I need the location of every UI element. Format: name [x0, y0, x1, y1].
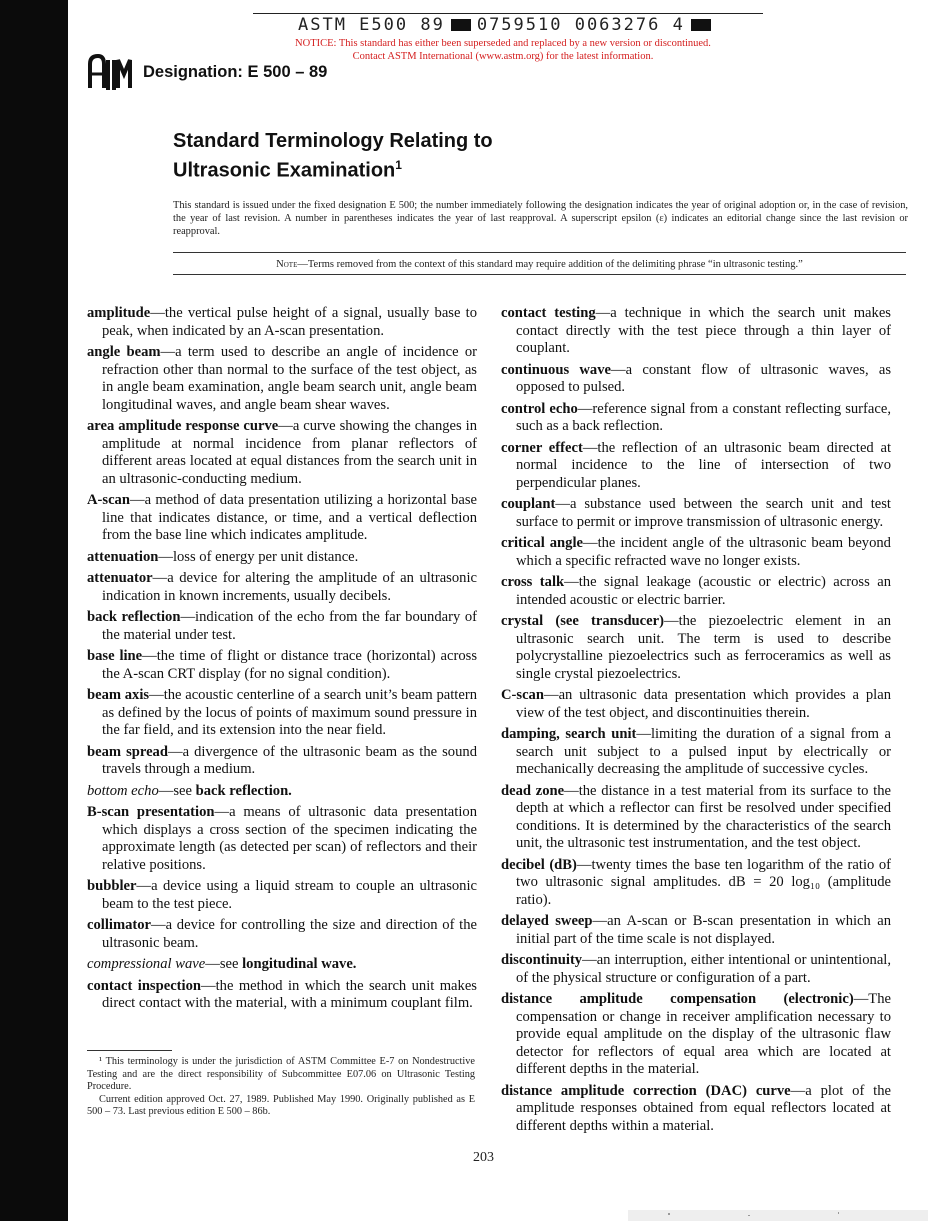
- glossary-entry: [501, 305, 891, 358]
- document-page: [68, 0, 950, 1221]
- entry-definition: —a plot of the amplitude responses obtained from equal reflectors located at different depths within a material.: [516, 1082, 891, 1134]
- glossary-entry: [501, 1083, 891, 1136]
- glossary-entry: [87, 305, 477, 340]
- note: [173, 259, 906, 270]
- entry-definition: —a means of ultrasonic data presentation which displays a cross section of the specimen indicating the approximate length (as detected per scan) of reflectors and their relative positions.: [102, 804, 477, 873]
- entry-term: B-scan presentation: [87, 804, 215, 820]
- entry-definition: —a constant flow of ultrasonic waves, as opposed to pulsed.: [516, 361, 892, 395]
- entry-definition: —the signal leakage (acoustic or electric) across an intended acoustic or electric barrier.: [516, 574, 892, 608]
- entry-term: couplant: [501, 496, 556, 512]
- entry-definition: —loss of energy per unit distance.: [158, 548, 359, 565]
- entry-definition: —a curve showing the changes in amplitude at normal incidence from planar reflectors of different areas located at equal distances from the search unit in an ultrasonic-conducting medium.: [102, 418, 477, 487]
- entry-definition: —the incident angle of the ultrasonic beam beyond which a specific refracted wave no longer exists.: [516, 535, 891, 569]
- entry-term: amplitude: [87, 305, 151, 321]
- entry-definition: —an interruption, either intentional or unintentional, of the physical structure or configuration of a part.: [516, 952, 891, 986]
- scan-noise: [628, 1200, 928, 1221]
- entry-definition: —the distance in a test material from its surface to the depth at which a reflector can first be resolved under specified conditions. It is determined by the characteristics of the search unit, the ultrasonic test instrumentation, and the test object.: [516, 782, 891, 851]
- entry-term: discontinuity: [501, 952, 583, 968]
- footnote-line-2: Current edition approved Oct. 27, 1989. Published May 1990. Originally published as E 500 – 73. Last previous edition E 500 – 86b.: [87, 1093, 475, 1117]
- entry-definition: —a technique in which the search unit makes contact directly with the test piece through a thin layer of couplant.: [516, 305, 891, 356]
- glossary-entry: [87, 978, 477, 1013]
- entry-definition: —a divergence of the ultrasonic beam as the sound travels through a medium.: [102, 743, 477, 777]
- entry-term: control echo: [501, 400, 578, 417]
- entry-definition: —an ultrasonic data presentation which provides a plan view of the test object, and discontinuities therein.: [516, 687, 891, 721]
- glossary-entry: [87, 609, 477, 644]
- entry-term: beam axis: [87, 687, 150, 703]
- entry-term: distance amplitude correction (DAC) curve: [501, 1082, 791, 1099]
- entry-term: area amplitude response curve: [87, 418, 279, 434]
- entry-term: base line: [87, 648, 143, 664]
- designation: Designation: E 500 – 89: [143, 63, 328, 81]
- entry-definition: —a substance used between the search unit and test surface to permit or improve transmission of ultrasonic energy.: [516, 496, 891, 530]
- glossary-entry: [501, 535, 891, 570]
- scan-edge-band: [0, 0, 68, 1221]
- glossary-entry: [87, 418, 477, 488]
- page-title: [173, 129, 493, 183]
- doc-code: 0759510 0063276 4: [476, 15, 685, 35]
- note-rule-top: [173, 252, 906, 253]
- entry-definition: —The compensation or change in receiver amplification necessary to provide equal amplitude on the display of the ultrasonic flaw detector for reflectors of equal area which are located at different depths in the material.: [516, 991, 891, 1077]
- glossary-entry: [501, 687, 891, 722]
- entry-term: contact testing: [501, 305, 596, 321]
- glossary-entry: [87, 570, 477, 605]
- entry-definition: —see: [205, 956, 243, 972]
- entry-term: corner effect: [501, 439, 583, 456]
- entry-definition: —a device using a liquid stream to couple an ultrasonic beam to the test piece.: [102, 878, 477, 912]
- title-footnote-ref: 1: [395, 158, 402, 172]
- entry-definition: —the piezoelectric element in an ultrasonic search unit. The term is used to describe polycrystalline piezoelectrics such as ferroceramics as well as single crystal piezoelectrics.: [516, 613, 891, 682]
- entry-term: crystal (see transducer): [501, 613, 664, 629]
- glossary-entry: [501, 857, 891, 910]
- glossary-entry: [501, 440, 891, 493]
- issued-statement: This standard is issued under the fixed designation E 500; the number immediately following the designation indicates the year of original adoption or, in the case of revision, the year of last revision. A number in parentheses indicates the year of last reapproval. A superscript epsilon (ε) indicates an editorial change since the last revision or reapproval.: [173, 200, 908, 237]
- supersede-notice: [218, 37, 788, 63]
- notice-line-1: NOTICE: This standard has either been superseded and replaced by a new version or discontinued.: [295, 38, 711, 49]
- entry-definition: —the vertical pulse height of a signal, usually base to peak, when indicated by an A-scan presentation.: [102, 305, 477, 339]
- glossary-entry: [87, 492, 477, 545]
- note-rule-bottom: [173, 274, 906, 275]
- entry-term: decibel (dB): [501, 856, 577, 873]
- footnote-rule: [87, 1050, 172, 1051]
- glossary-entry: [501, 613, 891, 683]
- glossary-entry: [87, 804, 477, 874]
- entry-definition: —the time of flight or distance trace (horizontal) across the A-scan CRT display (for no signal condition).: [102, 648, 477, 682]
- entry-term: back reflection: [87, 609, 181, 625]
- entry-definition: —a method of data presentation utilizing a horizontal base line that indicates distance, or time, and a vertical deflection from the base line which indicates amplitude.: [102, 492, 477, 543]
- glossary-entry: [87, 956, 477, 974]
- entry-term: critical angle: [501, 535, 583, 551]
- entry-term: angle beam: [87, 344, 161, 360]
- left-column: [87, 305, 477, 1017]
- glossary-entry: [501, 362, 891, 397]
- glossary-entry: [87, 744, 477, 779]
- entry-definition: —twenty times the base ten logarithm of the ratio of two ultrasonic signal amplitudes. dB = 20 log₁₀ (amplitude ratio).: [516, 856, 892, 908]
- doc-id: ASTM E500 89: [298, 15, 445, 35]
- glossary-entry: [501, 726, 891, 779]
- entry-definition: —the reflection of an ultrasonic beam directed at normal incidence to the line of intersection of two perpendicular planes.: [516, 439, 891, 491]
- entry-definition: —indication of the echo from the far boundary of the material under test.: [102, 609, 477, 643]
- entry-definition: —an A-scan or B-scan presentation in which an initial part of the time scale is not displayed.: [516, 913, 891, 947]
- glossary-entry: [501, 952, 891, 987]
- entry-term: attenuation: [87, 548, 159, 565]
- entry-definition: —see: [158, 782, 196, 799]
- entry-cross-reference: back reflection.: [195, 782, 292, 799]
- entry-definition: —a device for altering the amplitude of an ultrasonic indication in known increments, usually decibels.: [102, 570, 477, 604]
- glossary-entry: [87, 878, 477, 913]
- entry-term: A-scan: [87, 492, 130, 508]
- entry-cross-reference: longitudinal wave.: [242, 956, 357, 972]
- entry-term: collimator: [87, 917, 152, 933]
- glossary-entry: [87, 344, 477, 414]
- astm-logo-icon: [86, 52, 134, 94]
- entry-term: bubbler: [87, 878, 137, 894]
- entry-term: delayed sweep: [501, 913, 593, 929]
- entry-term: attenuator: [87, 570, 153, 586]
- entry-term: damping, search unit: [501, 726, 637, 742]
- glossary-entry: [87, 917, 477, 952]
- barcode-block-icon: [691, 19, 711, 31]
- glossary-entry: [501, 991, 891, 1079]
- entry-definition: —a device for controlling the size and direction of the ultrasonic beam.: [102, 917, 477, 951]
- notice-line-2: Contact ASTM International (www.astm.org) for the latest information.: [352, 51, 654, 62]
- entry-term: bottom echo: [87, 782, 159, 799]
- glossary-entry: [87, 783, 477, 801]
- entry-definition: —a term used to describe an angle of incidence or refraction other than normal to the surface of the test object, as in angle beam examination, angle beam search unit, angle beam longitudinal waves, and angle beam shear waves.: [102, 344, 477, 413]
- footnote: [87, 1056, 475, 1119]
- footnote-line-1: ¹ This terminology is under the jurisdiction of ASTM Committee E-7 on Nondestructive Testing and are the direct responsibility of Subcommittee E07.06 on Ultrasonic Testing Procedure.: [87, 1056, 475, 1092]
- note-label: Note: [276, 259, 298, 270]
- title-line-2: Ultrasonic Examination: [173, 159, 396, 182]
- glossary-entry: [501, 574, 891, 609]
- entry-term: contact inspection: [87, 977, 202, 994]
- glossary-entry: [87, 687, 477, 740]
- entry-definition: —limiting the duration of a signal from a search unit subject to a pulsed input by electrically or mechanically decreasing the amplitude of successive cycles.: [516, 726, 891, 777]
- document-id-line: [298, 15, 717, 35]
- page-number: 203: [473, 1150, 494, 1165]
- glossary-entry: [87, 648, 477, 683]
- entry-definition: —the acoustic centerline of a search unit’s beam pattern as defined by the locus of points of maximum sound pressure in the far field, and its extension into the near field.: [102, 687, 477, 738]
- entry-term: dead zone: [501, 782, 565, 799]
- glossary-entry: [501, 783, 891, 853]
- entry-term: continuous wave: [501, 361, 612, 378]
- glossary-entry: [501, 496, 891, 531]
- title-line-1: Standard Terminology Relating to: [173, 130, 493, 152]
- header-rule: [253, 13, 763, 14]
- right-column: [501, 305, 891, 1139]
- glossary-entry: [87, 549, 477, 567]
- glossary-entry: [501, 913, 891, 948]
- entry-term: beam spread: [87, 743, 168, 760]
- entry-term: distance amplitude compensation (electronic): [501, 991, 854, 1007]
- entry-definition: —the method in which the search unit makes direct contact with the material, with a minimum couplant film.: [102, 977, 477, 1011]
- barcode-block-icon: [451, 19, 471, 31]
- note-text: —Terms removed from the context of this standard may require addition of the delimiting phrase “in ultrasonic testing.”: [297, 259, 803, 270]
- glossary-entry: [501, 401, 891, 436]
- entry-term: cross talk: [501, 574, 565, 590]
- entry-term: C-scan: [501, 687, 544, 703]
- entry-definition: —reference signal from a constant reflecting surface, such as a back reflection.: [516, 400, 891, 434]
- entry-term: compressional wave: [87, 956, 206, 972]
